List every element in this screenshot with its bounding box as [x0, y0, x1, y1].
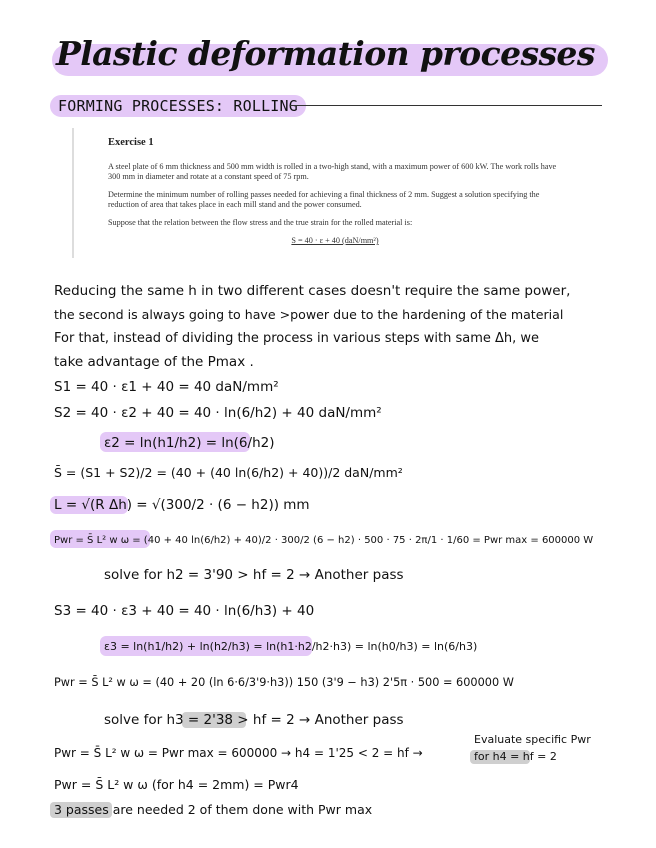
conclusion: 3 passes are needed 2 of them done with Pwr max [54, 802, 373, 817]
page-title: Plastic deformation processes [56, 34, 595, 73]
power-equation-3: Pwr = S̄ L² w ω = Pwr max = 600000 → h4 = 1'25 < 2 = hf → [54, 746, 423, 760]
evaluate-note-1: Evaluate specific Pwr [474, 733, 591, 746]
exercise-heading: Exercise 1 [108, 137, 154, 148]
solve-h3: solve for h3 = 2'38 > hf = 2 → Another pass [104, 712, 404, 728]
exercise-paragraph-3: Suppose that the relation between the flow stress and the true strain for the rolled material is: [108, 218, 413, 227]
stress-s3: S3 = 40 · ε3 + 40 = 40 · ln(6/h3) + 40 [54, 603, 315, 619]
stress-s1: S1 = 40 · ε1 + 40 = 40 daN/mm² [54, 379, 279, 395]
note-line-1: Reducing the same h in two different cases doesn't require the same power, [54, 283, 571, 299]
note-line-3: For that, instead of dividing the process in various steps with same Δh, we [54, 331, 540, 346]
note-line-2: the second is always going to have >power due to the hardening of the material [54, 307, 564, 322]
strain-epsilon-3: ε3 = ln(h1/h2) + ln(h2/h3) = ln(h1·h2/h2·h3) = ln(h0/h3) = ln(6/h3) [104, 640, 478, 653]
power-equation-1: Pwr = S̄ L² w ω = (40 + 40 ln(6/h2) + 40)/2 · 300/2 (6 − h2) · 500 · 75 · 2π/1 · 1/60 = Pwr max = 600000 W [54, 535, 594, 546]
subtitle-highlight [50, 95, 306, 117]
flow-stress-formula: S = 40 · ε + 40 (daN/mm²) [291, 236, 379, 245]
power-equation-4: Pwr = S̄ L² w ω (for h4 = 2mm) = Pwr4 [54, 777, 299, 792]
contact-length: L = √(R Δh) = √(300/2 · (6 − h2)) mm [54, 497, 310, 513]
solve-h2: solve for h2 = 3'90 > hf = 2 → Another pass [104, 567, 404, 583]
section-subtitle: FORMING PROCESSES: ROLLING [58, 97, 298, 115]
exercise-paragraph-2: Determine the minimum number of rolling passes needed for achieving a final thickness of 2 mm. Suggest a solution specifying the reduction of area that takes place in each mill stand and the power consumed. [108, 190, 540, 209]
subtitle-rule [290, 105, 602, 106]
stress-s2: S2 = 40 · ε2 + 40 = 40 · ln(6/h2) + 40 daN/mm² [54, 405, 382, 421]
exercise-paragraph-1: A steel plate of 6 mm thickness and 500 mm width is rolled in a two-high stand, with a maximum power of 600 kW. The work rolls have 300 mm in diameter and rotate at a constant speed of 75 rpm. [108, 162, 557, 181]
exercise-statement [72, 128, 562, 258]
evaluate-note-2: for h4 = hf = 2 [474, 750, 557, 763]
strain-epsilon-2: ε2 = ln(h1/h2) = ln(6/h2) [104, 435, 275, 451]
power-equation-2: Pwr = S̄ L² w ω = (40 + 20 (ln 6·6/3'9·h3)) 150 (3'9 − h3) 2'5π · 500 = 600000 W [54, 676, 514, 689]
mean-stress: S̄ = (S1 + S2)/2 = (40 + (40 ln(6/h2) + 40))/2 daN/mm² [54, 465, 403, 480]
note-line-4: take advantage of the Pmax . [54, 354, 254, 370]
